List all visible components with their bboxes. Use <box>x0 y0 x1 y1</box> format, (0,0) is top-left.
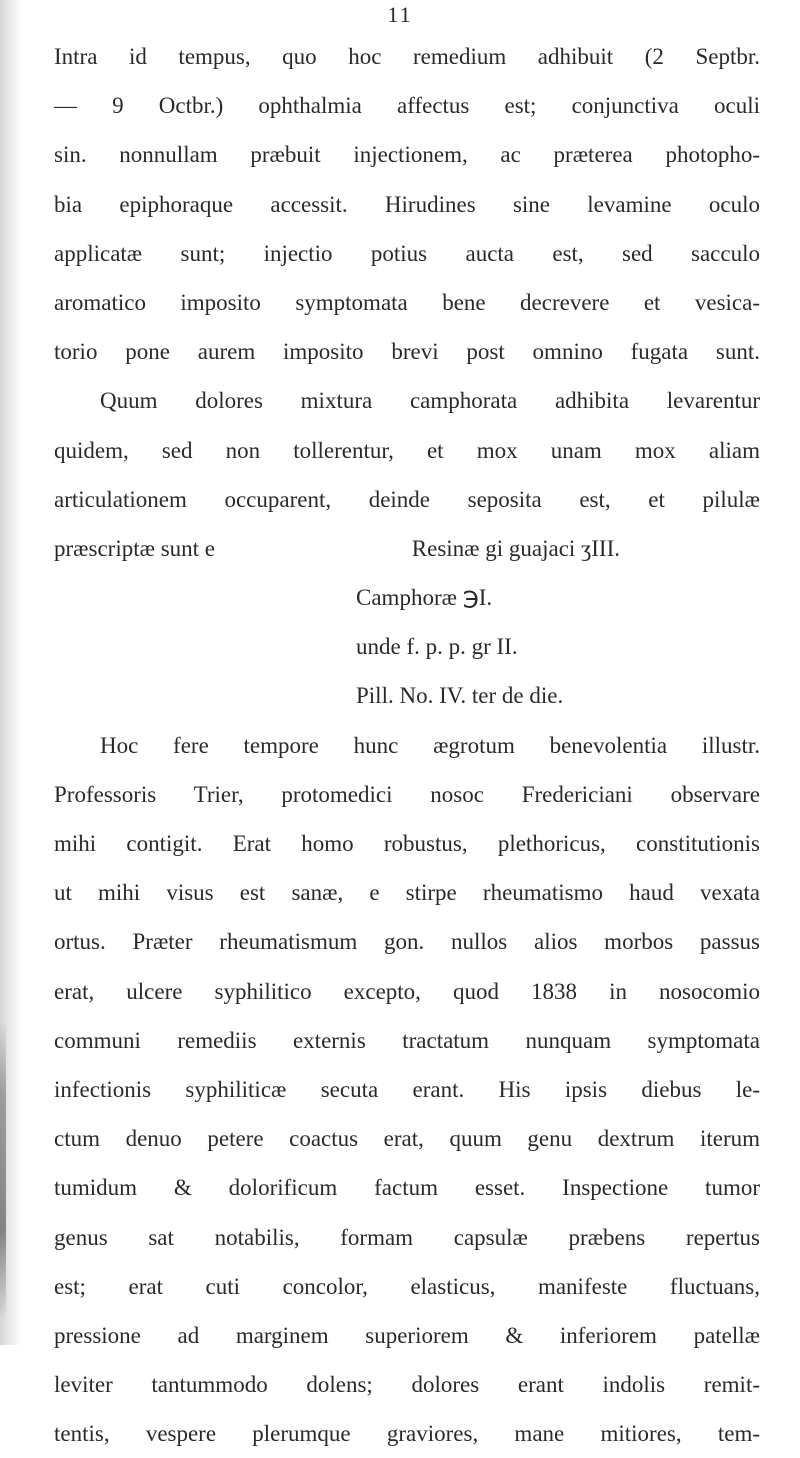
text-line: pressione ad marginem superiorem & inferiorem patellæ <box>54 1322 760 1348</box>
text-line: infectionis syphiliticæ secuta erant. His ipsis diebus le- <box>54 1076 760 1102</box>
text-line: aromatico imposito symptomata bene decrevere et vesica- <box>54 289 760 315</box>
text-line: sin. nonnullam præbuit injectionem, ac præterea photopho- <box>54 142 760 168</box>
body-text <box>54 32 760 1458</box>
text-line: communi remediis externis tractatum nunquam symptomata <box>54 1027 760 1053</box>
text-line: Professoris Trier, protomedici nosoc Fredericiani observare <box>54 781 760 807</box>
text-line: ut mihi visus est sanæ, e stirpe rheumatismo haud vexata <box>54 880 760 906</box>
text-line: erat, ulcere syphilitico excepto, quod 1838 in nosocomio <box>54 978 760 1004</box>
recipe-line <box>54 524 760 573</box>
text-line: tentis, vespere plerumque graviores, mane mitiores, tem- <box>54 1421 760 1447</box>
page-number: 11 <box>387 2 413 27</box>
text-line: — 9 Octbr.) ophthalmia affectus est; conjunctiva oculi <box>54 93 760 119</box>
text-line: articulationem occuparent, deinde seposita est, et pilulæ <box>54 486 760 512</box>
text-line: quidem, sed non tollerentur, et mox unam mox aliam <box>54 437 760 463</box>
recipe-lead: præscriptæ sunt e <box>54 535 215 561</box>
recipe-ingredient: Resinæ gi guajaci ʒIII. <box>411 535 620 561</box>
recipe-instruction: unde f. p. p. gr II. <box>356 634 518 660</box>
paragraph-start-line: Hoc fere tempore hunc ægrotum benevolentia illustr. <box>100 732 760 758</box>
text-line: ctum denuo petere coactus erat, quum genu dextrum iterum <box>54 1126 760 1152</box>
recipe-ingredient: Camphoræ ℈I. <box>356 585 493 611</box>
binding-edge-shadow <box>0 1020 6 1320</box>
text-line: ortus. Præter rheumatismum gon. nullos alios morbos passus <box>54 929 760 955</box>
recipe-dosage: Pill. No. IV. ter de die. <box>356 683 564 709</box>
text-line: Intra id tempus, quo hoc remedium adhibuit (2 Septbr. <box>54 44 760 69</box>
text-line: genus sat notabilis, formam capsulæ præbens repertus <box>54 1224 760 1250</box>
text-line: applicatæ sunt; injectio potius aucta est, sed sacculo <box>54 240 760 266</box>
text-line: est; erat cuti concolor, elasticus, manifeste fluctuans, <box>54 1273 760 1299</box>
text-line: mihi contigit. Erat homo robustus, plethoricus, constitutionis <box>54 831 760 856</box>
text-line: tumidum & dolorificum factum esset. Inspectione tumor <box>54 1175 760 1201</box>
text-line: leviter tantummodo dolens; dolores erant indolis remit- <box>54 1372 760 1398</box>
text-line: torio pone aurem imposito brevi post omnino fugata sunt. <box>54 339 760 365</box>
text-line: bia epiphoraque accessit. Hirudines sine levamine oculo <box>54 191 760 217</box>
paragraph-start-line: Quum dolores mixtura camphorata adhibita levarentur <box>100 388 760 414</box>
